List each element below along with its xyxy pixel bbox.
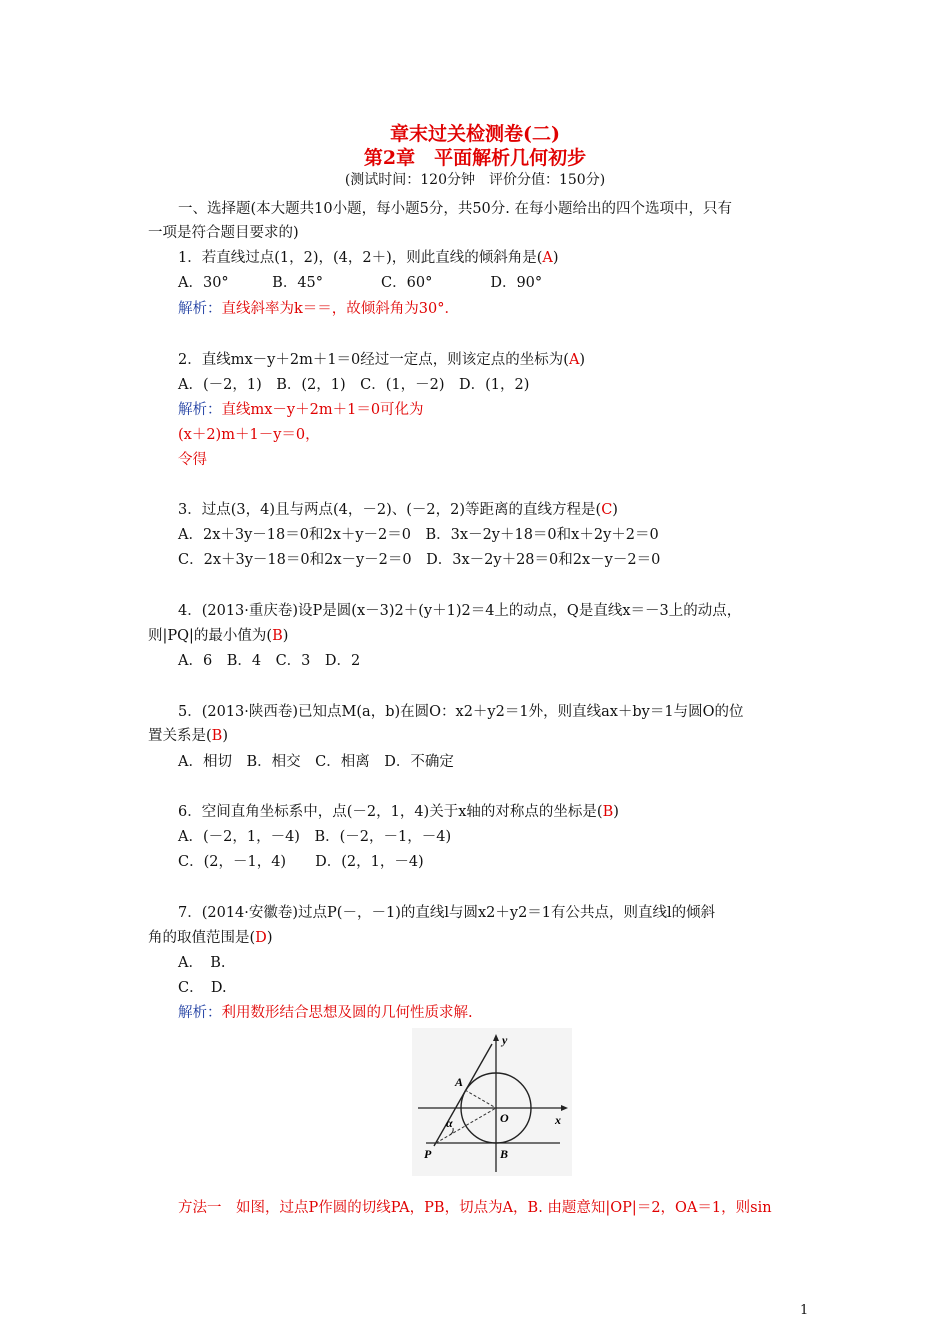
question-6-options-2: C．(2，－1，4) D．(2，1，－4) (178, 854, 424, 870)
y-axis-label: y (502, 1033, 508, 1047)
question-6-stem: 6．空间直角坐标系中，点(－2，1，4)关于x轴的对称点的坐标是(B) (178, 804, 619, 820)
document-title: 章末过关检测卷(二) (390, 123, 560, 145)
question-7-options-1: A． B. (178, 955, 226, 971)
question-2-explanation-3: 令得 (178, 452, 207, 468)
question-5-stem-2: 置关系是(B) (148, 728, 228, 744)
question-2-explanation-1: 解析：直线mx－y＋2m＋1＝0可化为 (178, 402, 424, 418)
question-7-stem-1: 7．(2014·安徽卷)过点P(－，－1)的直线l与圆x2＋y2＝1有公共点，则直线l的倾斜 (178, 905, 716, 921)
question-2-options: A．(－2，1) B．(2，1) C．(1，－2) D．(1，2) (178, 377, 530, 393)
question-4-answer: B (272, 628, 283, 644)
question-1-explanation: 解析：直线斜率为k＝＝，故倾斜角为30°． (178, 301, 459, 317)
chapter-title: 第2章 平面解析几何初步 (363, 147, 587, 169)
question-5-answer: B (211, 728, 223, 744)
question-3-stem: 3．过点(3，4)且与两点(4，－2)、(－2，2)等距离的直线方程是(C) (178, 502, 618, 518)
section-instruction-2: 一项是符合题目要求的) (148, 225, 299, 241)
question-3-options-1: A．2x＋3y－18＝0和2x＋y－2＝0 B．3x－2y＋18＝0和x＋2y＋2＝0 (178, 527, 659, 543)
point-p-label: P (424, 1147, 432, 1161)
question-7-explanation: 解析：利用数形结合思想及圆的几何性质求解. (178, 1005, 473, 1021)
question-1-options: A．30° B．45° C．60° D．90° (178, 275, 543, 291)
test-info: (测试时间：120分钟 评价分值：150分) (344, 172, 606, 188)
geometry-figure (412, 1028, 572, 1176)
question-4-stem-1: 4．(2013·重庆卷)设P是圆(x－3)2＋(y＋1)2＝4上的动点，Q是直线x＝－3上的动点， (178, 603, 742, 619)
question-3-answer: C (601, 502, 613, 518)
point-a-label: A (455, 1075, 464, 1089)
angle-alpha-label: α (446, 1116, 453, 1130)
page-number: 1 (800, 1303, 809, 1318)
point-o-label: O (500, 1111, 509, 1125)
question-6-options-1: A．(－2，1，－4) B．(－2，－1，－4) (178, 829, 452, 845)
x-axis-label: x (555, 1113, 561, 1127)
question-1-stem: 1．若直线过点(1，2)，(4，2＋)，则此直线的倾斜角是(A) (178, 250, 559, 266)
question-7-options-2: C． D. (178, 980, 227, 996)
figure-background (412, 1028, 572, 1176)
question-2-stem: 2．直线mx－y＋2m＋1＝0经过一定点，则该定点的坐标为(A) (178, 352, 586, 368)
question-7-stem-2: 角的取值范围是(D) (148, 930, 273, 946)
method-one-text: 方法一 如图，过点P作圆的切线PA，PB，切点为A，B. 由题意知|OP|＝2，OA＝1，则sin (178, 1200, 772, 1216)
question-5-options: A．相切 B．相交 C．相离 D．不确定 (178, 754, 454, 770)
question-1-answer: A (542, 250, 553, 266)
question-2-explanation-2: (x＋2)m＋1－y＝0， (178, 427, 320, 443)
question-6-answer: B (602, 804, 614, 820)
question-4-stem-2: 则|PQ|的最小值为(B) (148, 628, 289, 644)
question-7-answer: D (255, 930, 267, 946)
question-2-answer: A (568, 352, 580, 368)
section-instruction-1: 一、选择题(本大题共10小题，每小题5分，共50分. 在每小题给出的四个选项中，只有 (178, 201, 732, 217)
question-4-options: A．6 B．4 C．3 D．2 (178, 653, 361, 669)
point-b-label: B (500, 1147, 509, 1161)
question-3-options-2: C．2x＋3y－18＝0和2x－y－2＝0 D．3x－2y＋28＝0和2x－y－2＝0 (178, 552, 661, 568)
question-5-stem-1: 5．(2013·陕西卷)已知点M(a，b)在圆O：x2＋y2＝1外，则直线ax＋by＝1与圆O的位 (178, 704, 744, 720)
